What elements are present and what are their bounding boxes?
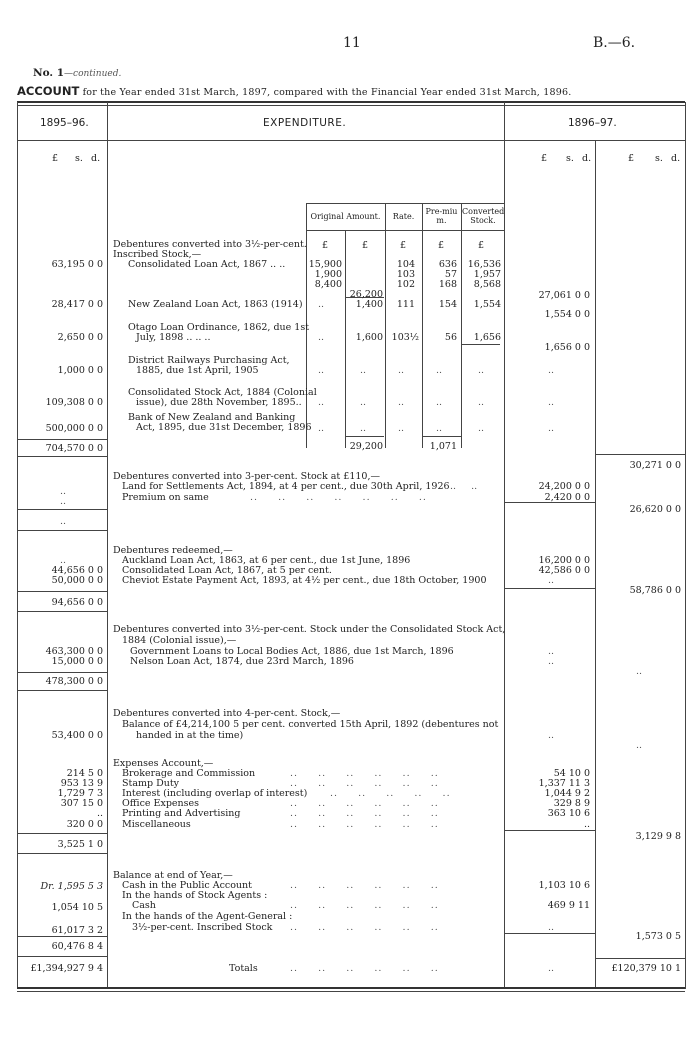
left-dots: .. xyxy=(60,496,67,507)
subtable-dots: .. xyxy=(398,423,405,434)
unit-pence: d. xyxy=(91,153,101,164)
unit-shilling: s. xyxy=(566,153,574,164)
right-amount: 54 10 0 xyxy=(553,768,590,779)
left-dots: .. xyxy=(60,555,67,566)
subtable-cell: 102 xyxy=(396,279,415,290)
left-amount: 2,650 0 0 xyxy=(57,332,103,343)
block1-heading: Debentures converted into 3½-per-cent. xyxy=(113,239,307,250)
left-amount: 61,017 3 2 xyxy=(51,925,103,936)
account-word: ACCOUNT xyxy=(17,84,80,98)
section-number xyxy=(33,68,121,80)
item-label: 3½-per-cent. Inscribed Stock xyxy=(132,922,273,933)
leader-dots: .. .. .. .. .. .. xyxy=(290,963,439,974)
subtable-dots: .. xyxy=(360,423,367,434)
leader-dots: .. xyxy=(471,481,478,492)
left-dots: .. xyxy=(60,516,67,527)
left-amount: 15,000 0 0 xyxy=(51,656,103,667)
column-header-1896-97: 1896–97. xyxy=(568,117,617,129)
left-amount: 1,729 7 3 xyxy=(57,788,103,799)
left-amount: Dr. 1,595 5 3 xyxy=(40,881,103,892)
subtable-header-original: Original Amount. xyxy=(310,212,381,221)
column-header-expenditure: EXPENDITURE. xyxy=(263,117,347,129)
list-item: Printing and Advertising xyxy=(122,808,241,819)
subtable-dots: .. xyxy=(398,397,405,408)
subtable-unit: £ xyxy=(478,240,485,251)
leader-dots xyxy=(450,481,477,492)
subtable-header-premium: Pre-mium. xyxy=(425,207,458,225)
subtable-dots: .. xyxy=(360,397,367,408)
block3-heading: Debentures redeemed,— xyxy=(113,545,233,556)
totals-label: Totals xyxy=(229,963,258,974)
block7-heading: Balance at end of Year,— xyxy=(113,870,233,881)
subtable-dots: .. xyxy=(360,365,367,376)
right-total: 26,620 0 0 xyxy=(629,504,681,515)
leader-dots: .. xyxy=(450,481,457,492)
left-dots: .. xyxy=(60,486,67,497)
subtable-unit: £ xyxy=(322,240,329,251)
subtable-cell: 1,656 xyxy=(473,332,501,343)
subtable-dots: .. xyxy=(318,397,325,408)
item-label: Nelson Loan Act, 1874, due 23rd March, 1896 xyxy=(130,656,354,667)
subtable-header-rate: Rate. xyxy=(392,212,415,221)
item-label: Act, 1895, due 31st December, 1896 xyxy=(136,422,312,433)
left-total: 3,525 1 0 xyxy=(57,839,103,850)
subtable-cell: 56 xyxy=(444,332,457,343)
subtable-cell: 1,900 xyxy=(314,269,342,280)
subtable-cell: 154 xyxy=(438,299,457,310)
subtable-dots: .. xyxy=(318,299,325,310)
subtable-dots: .. xyxy=(318,332,325,343)
left-amount: 53,400 0 0 xyxy=(51,730,103,741)
right-dots: .. xyxy=(636,666,643,677)
block5-heading: Debentures converted into 4-per-cent. Stock,— xyxy=(113,708,341,719)
right-dots: .. xyxy=(548,656,555,667)
subtable-cell: 57 xyxy=(444,269,457,280)
subtable-dots: .. xyxy=(436,423,443,434)
subtable-cell: 8,400 xyxy=(314,279,342,290)
subtable-dots: .. xyxy=(436,397,443,408)
leader-dots: .. .. .. .. .. .. xyxy=(290,798,439,809)
right-dots: .. xyxy=(548,365,555,376)
left-amount: 953 13 9 xyxy=(60,778,103,789)
leader-dots: .. .. .. .. .. .. xyxy=(290,778,439,789)
left-amount: .. xyxy=(96,808,103,819)
left-amount: 63,195 0 0 xyxy=(51,259,103,270)
right-total: 58,786 0 0 xyxy=(629,585,681,596)
unit-pence: d. xyxy=(582,153,592,164)
item-label: Cash in the Public Account xyxy=(122,880,252,891)
subtable-unit: £ xyxy=(362,240,369,251)
right-amount: 42,586 0 0 xyxy=(538,565,590,576)
right-amount: 1,656 0 0 xyxy=(544,342,590,353)
right-amount: .. xyxy=(583,819,590,830)
subtable-cell: 104 xyxy=(396,259,415,270)
left-amount: 50,000 0 0 xyxy=(51,575,103,586)
left-total: 704,570 0 0 xyxy=(45,443,103,454)
left-amount: 307 15 0 xyxy=(60,798,103,809)
right-amount: 1,103 10 6 xyxy=(538,880,590,891)
leader-dots: .. .. .. .. .. .. xyxy=(290,880,439,891)
item-label: Premium on same xyxy=(122,492,209,503)
leader-dots: .. .. .. .. .. xyxy=(330,788,451,799)
item-label: In the hands of Stock Agents : xyxy=(122,890,268,901)
document-reference: B.—6. xyxy=(593,35,636,51)
unit-shilling: s. xyxy=(75,153,83,164)
block6-heading: Expenses Account,— xyxy=(113,758,214,769)
account-description: for the Year ended 31st March, 1897, compared with the Financial Year ended 31st March, 1896. xyxy=(82,87,572,98)
item-label: Consolidated Loan Act, 1867, at 5 per cent. xyxy=(122,565,332,576)
list-item: Stamp Duty xyxy=(122,778,180,789)
item-label: Balance of £4,214,100 5 per cent. converted 15th April, 1892 (debentures not xyxy=(122,719,499,730)
item-label: Auckland Loan Act, 1863, at 6 per cent., due 1st June, 1896 xyxy=(122,555,411,566)
left-amount: 44,656 0 0 xyxy=(51,565,103,576)
list-item: Office Expenses xyxy=(122,798,200,809)
subtable-cell: 636 xyxy=(438,259,457,270)
subtable-dots: .. xyxy=(318,365,325,376)
column-header-1895-96: 1895–96. xyxy=(40,117,89,129)
unit-pound: £ xyxy=(541,153,548,164)
subtable-cell: 168 xyxy=(438,279,457,290)
leader-dots: .. .. .. .. .. .. .. xyxy=(250,492,427,503)
left-amount: 1,000 0 0 xyxy=(57,365,103,376)
item-label: handed in at the time) xyxy=(136,730,244,741)
subtable-cell: 1,400 xyxy=(355,299,383,310)
subtable-cell: 1,600 xyxy=(355,332,383,343)
left-amount: 109,308 0 0 xyxy=(45,397,103,408)
subtable-cell: 103½ xyxy=(391,332,419,343)
page-number: 11 xyxy=(343,35,361,51)
subtable-unit: £ xyxy=(400,240,407,251)
item-label: Consolidated Loan Act, 1867 .. .. xyxy=(128,259,286,270)
block4-heading: 1884 (Colonial issue),— xyxy=(122,635,237,646)
right-total: 3,129 9 8 xyxy=(635,831,681,842)
section-no: No. 1 xyxy=(33,67,65,79)
right-amount: 1,044 9 2 xyxy=(544,788,590,799)
right-dots: .. xyxy=(548,646,555,657)
grand-total-right: £120,379 10 1 xyxy=(611,963,681,974)
leader-dots: .. .. .. .. .. .. xyxy=(290,819,439,830)
list-item: Brokerage and Commission xyxy=(122,768,256,779)
subtable-header-converted: Converted Stock. xyxy=(462,207,505,225)
subtable-unit: £ xyxy=(438,240,445,251)
right-amount: 1,554 0 0 xyxy=(544,309,590,320)
subtable-cell: 1,957 xyxy=(473,269,501,280)
subtable-dots: .. xyxy=(398,365,405,376)
right-amount: 1,337 11 3 xyxy=(538,778,590,789)
right-dots: .. xyxy=(548,423,555,434)
leader-dots: .. .. .. .. .. .. xyxy=(290,922,439,933)
subtable-cell: 1,554 xyxy=(473,299,501,310)
grand-total-left: £1,394,927 9 4 xyxy=(30,963,103,974)
item-label: Government Loans to Local Bodies Act, 1886, due 1st March, 1896 xyxy=(130,646,454,657)
unit-pound: £ xyxy=(628,153,635,164)
subtable-dots: .. xyxy=(318,423,325,434)
right-dots: .. xyxy=(548,575,555,586)
right-dots: .. xyxy=(548,730,555,741)
left-amount: 320 0 0 xyxy=(66,819,103,830)
right-dots: .. xyxy=(548,963,555,974)
item-label: Cash xyxy=(132,900,156,911)
subtable-cell: 103 xyxy=(396,269,415,280)
right-dots: .. xyxy=(548,397,555,408)
item-label: District Railways Purchasing Act, xyxy=(128,355,290,366)
left-total: 94,656 0 0 xyxy=(51,597,103,608)
unit-pound: £ xyxy=(52,153,59,164)
block4-heading: Debentures converted into 3½-per-cent. Stock under the Consolidated Stock Act, xyxy=(113,624,506,635)
subtable-cell: 15,900 xyxy=(308,259,342,270)
right-dots: .. xyxy=(636,740,643,751)
subtable-total: 1,071 xyxy=(429,441,457,452)
item-label: Cheviot Estate Payment Act, 1893, at 4½ per cent., due 18th October, 1900 xyxy=(122,575,487,586)
left-amount: 214 5 0 xyxy=(66,768,103,779)
unit-pence: d. xyxy=(671,153,681,164)
subtable-dots: .. xyxy=(436,365,443,376)
leader-dots: .. .. .. .. .. .. xyxy=(290,808,439,819)
block1-heading: Inscribed Stock,— xyxy=(113,249,202,260)
right-amount: 469 9 11 xyxy=(547,900,590,911)
leader-dots: .. .. .. .. .. .. xyxy=(290,768,439,779)
subtable-cell: 16,536 xyxy=(467,259,501,270)
leader-dots: .. .. .. .. .. .. xyxy=(290,900,439,911)
left-amount: 1,054 10 5 xyxy=(51,902,103,913)
left-amount: 28,417 0 0 xyxy=(51,299,103,310)
right-total: 30,271 0 0 xyxy=(629,460,681,471)
left-amount: 463,300 0 0 xyxy=(45,646,103,657)
right-amount: 16,200 0 0 xyxy=(538,555,590,566)
subtable-cell: 26,200 xyxy=(349,289,383,300)
right-amount: 24,200 0 0 xyxy=(538,481,590,492)
item-label: July, 1898 .. .. .. xyxy=(136,332,211,343)
subtable-cell: 111 xyxy=(396,299,415,310)
right-amount: 329 8 9 xyxy=(553,798,590,809)
right-amount: 27,061 0 0 xyxy=(538,290,590,301)
right-amount: 2,420 0 0 xyxy=(544,492,590,503)
list-item: Miscellaneous xyxy=(122,819,191,830)
left-total: 478,300 0 0 xyxy=(45,676,103,687)
left-amount: 500,000 0 0 xyxy=(45,423,103,434)
item-label: Otago Loan Ordinance, 1862, due 1st xyxy=(128,322,310,333)
item-label: Land for Settlements Act, 1894, at 4 per cent., due 30th April, 1926 xyxy=(122,481,450,492)
subtable-total: 29,200 xyxy=(349,441,383,452)
subtable-dots: .. xyxy=(478,397,485,408)
block2-heading: Debentures converted into 3-per-cent. Stock at £110,— xyxy=(113,471,380,482)
unit-shilling: s. xyxy=(655,153,663,164)
item-label: 1885, due 1st April, 1905 xyxy=(136,365,259,376)
item-label: In the hands of the Agent-General : xyxy=(122,911,293,922)
item-label: issue), due 28th November, 1895.. xyxy=(136,397,302,408)
right-dots: .. xyxy=(548,922,555,933)
item-label: Bank of New Zealand and Banking xyxy=(128,412,296,423)
right-total: 1,573 0 5 xyxy=(635,931,681,942)
item-label: New Zealand Loan Act, 1863 (1914) xyxy=(128,299,303,310)
left-total: 60,476 8 4 xyxy=(51,941,103,952)
subtable-dots: .. xyxy=(478,423,485,434)
item-label: Consolidated Stock Act, 1884 (Colonial xyxy=(128,387,317,398)
right-amount: 363 10 6 xyxy=(547,808,590,819)
subtable-cell: 8,568 xyxy=(473,279,501,290)
account-title xyxy=(17,86,571,98)
subtable-dots: .. xyxy=(478,365,485,376)
list-item: Interest (including overlap of interest) xyxy=(122,788,308,799)
section-continued: —continued. xyxy=(64,69,122,79)
